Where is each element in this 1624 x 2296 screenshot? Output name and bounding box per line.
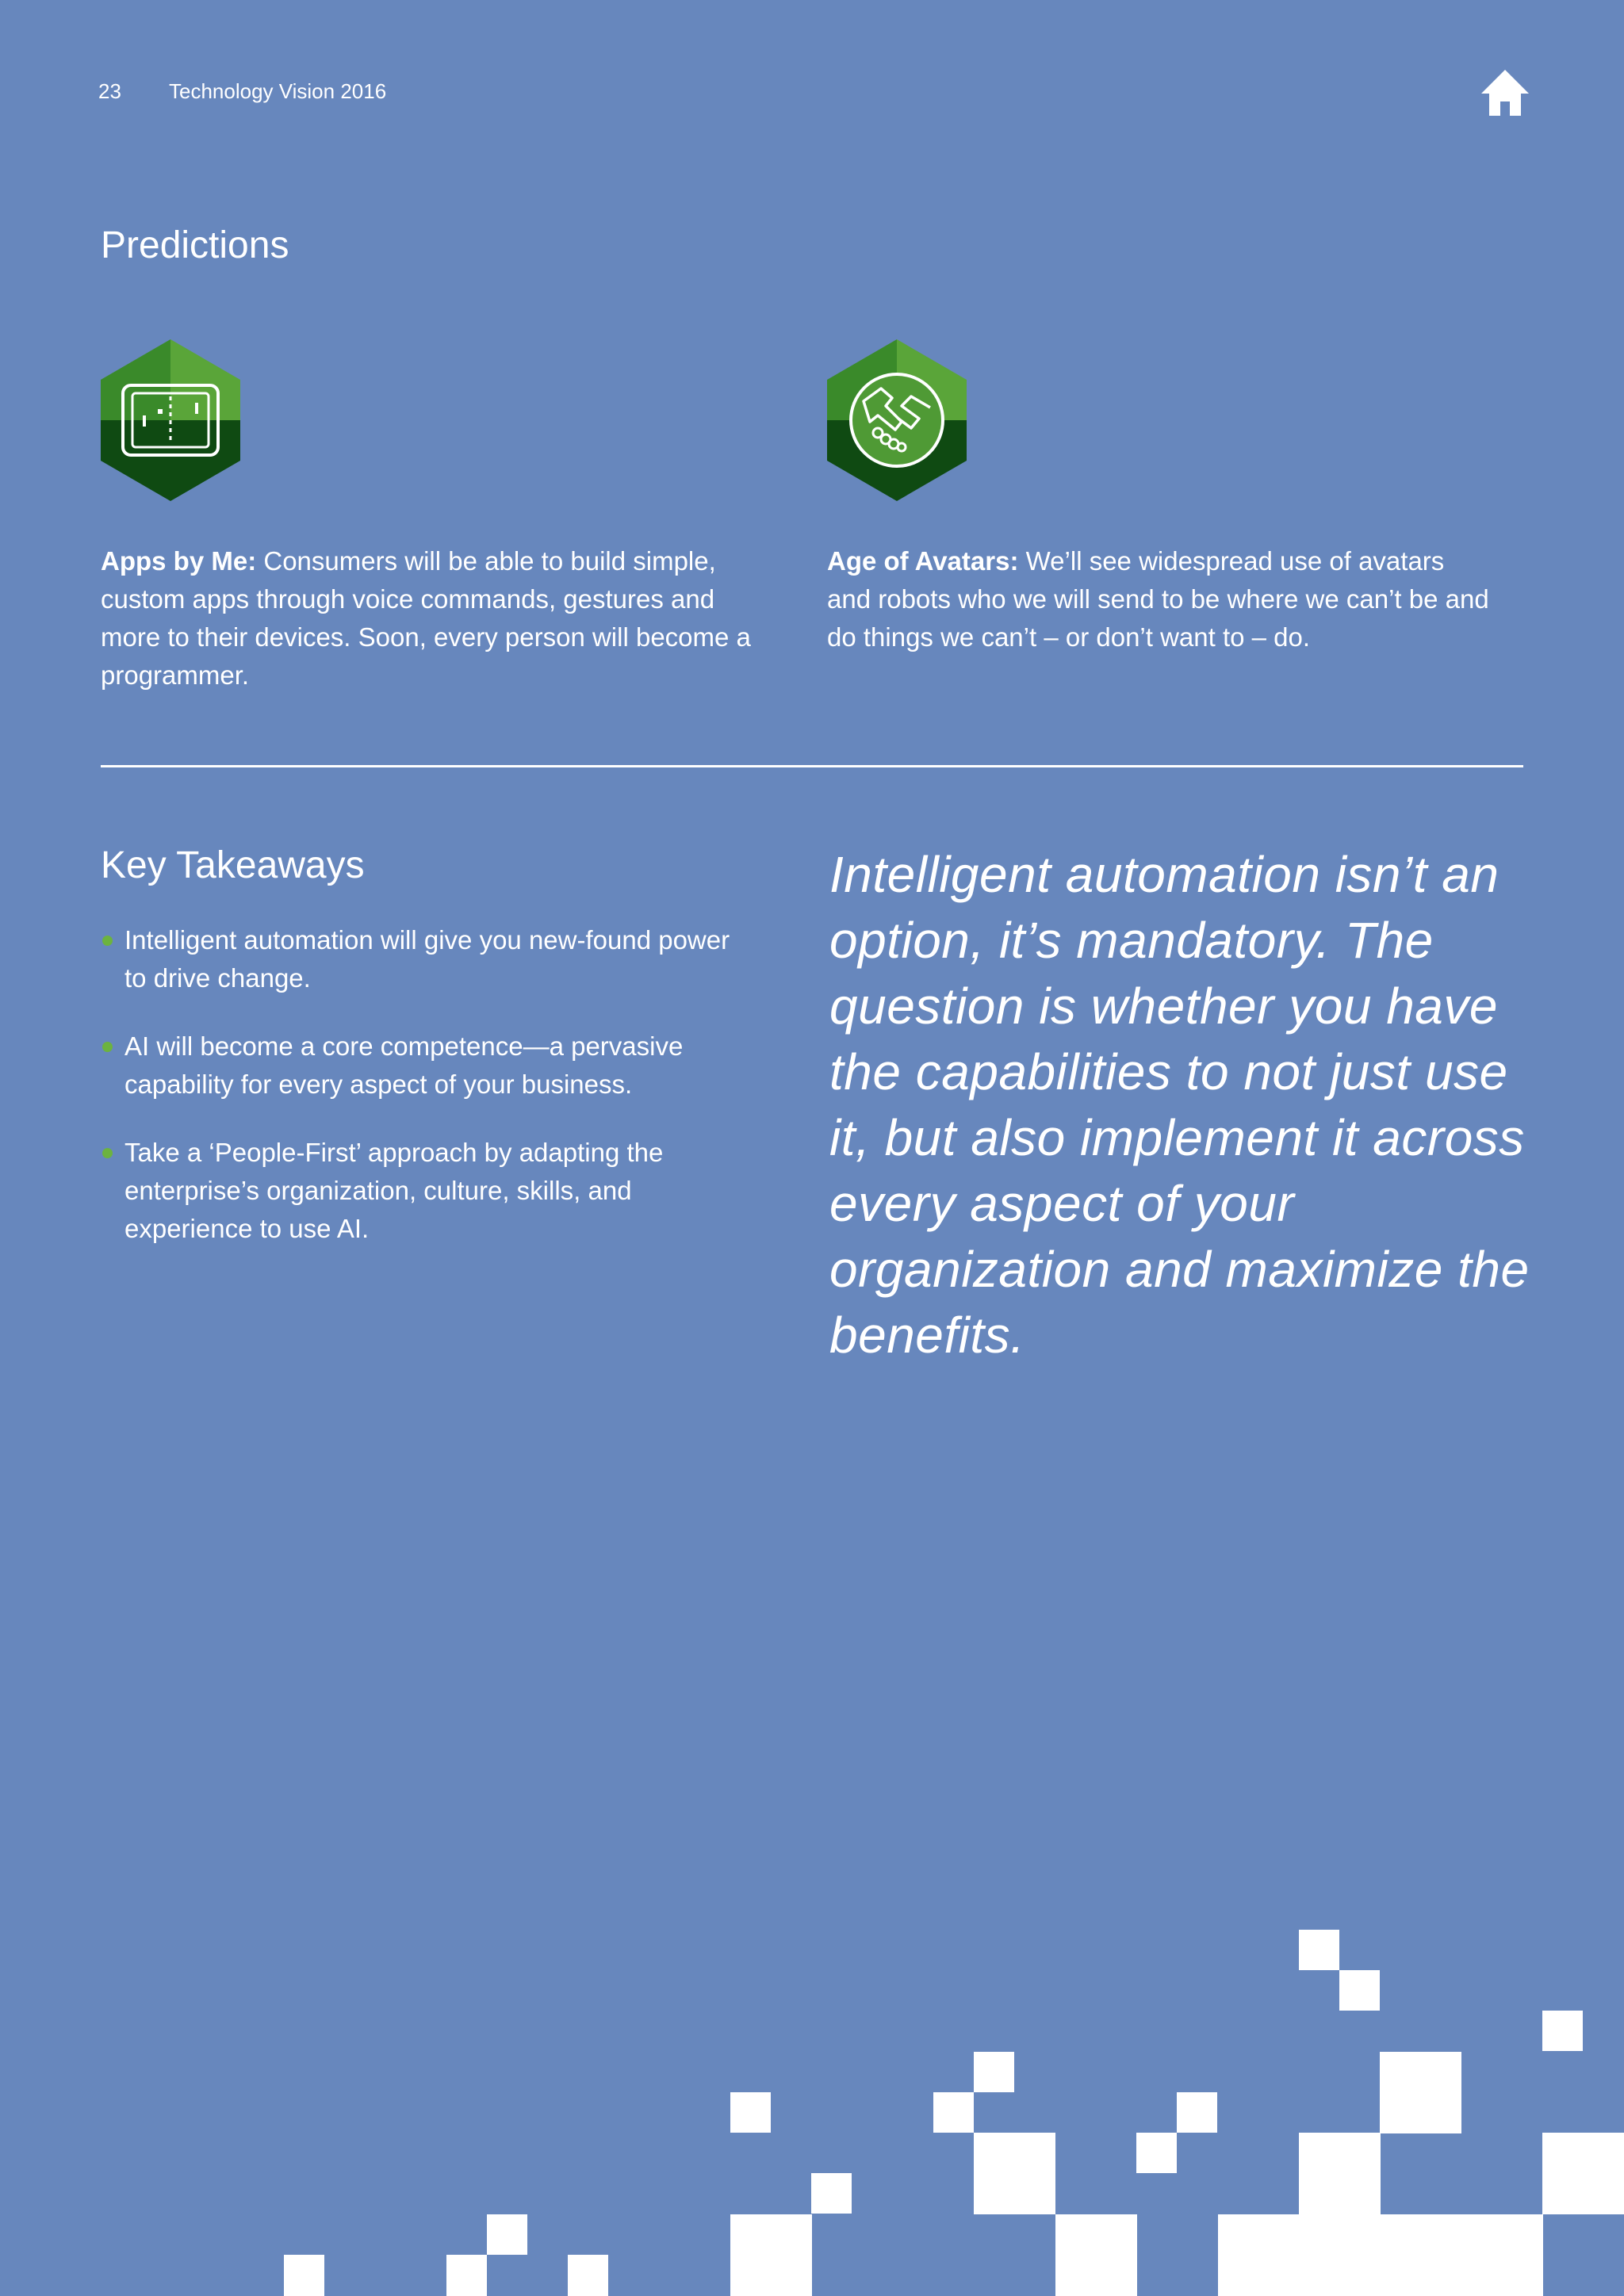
prediction-lead: Age of Avatars: (827, 546, 1019, 576)
page-number: 23 (98, 79, 121, 103)
section-divider (101, 765, 1523, 767)
list-item: Intelligent automation will give you new-found power to drive change. (101, 921, 735, 997)
section-title-key-takeaways: Key Takeaways (101, 844, 365, 886)
list-item: AI will become a core competence—a pervasive capability for every aspect of your business. (101, 1027, 735, 1104)
section-title-predictions: Predictions (101, 224, 289, 266)
prediction-lead: Apps by Me: (101, 546, 257, 576)
home-icon[interactable] (1480, 68, 1530, 117)
list-item: Take a ‘People-First’ approach by adapting the enterprise’s organization, culture, skills, and experience to use AI. (101, 1134, 735, 1248)
document-title: Technology Vision 2016 (169, 79, 387, 103)
robot-handshake-icon (825, 339, 968, 501)
takeaways-list (101, 921, 735, 1278)
prediction-body: We’ll see widespread use of avatars and robots who we will send to be where we can’t be and do things we can’t – or don’t want to – do. (827, 546, 1489, 652)
prediction-apps-by-me (101, 542, 751, 695)
pong-tablet-icon (99, 339, 242, 501)
prediction-body: Consumers will be able to build simple, custom apps through voice commands, gestures and more to their devices. Soon, every person will become a programmer. (101, 546, 751, 690)
pull-quote: Intelligent automation isn’t an option, it’s mandatory. The question is whether you have the capabilities to not just use it, but also implement it across every aspect of your organization and maximize the benefits. (829, 846, 1530, 1364)
prediction-age-of-avatars (827, 542, 1493, 656)
